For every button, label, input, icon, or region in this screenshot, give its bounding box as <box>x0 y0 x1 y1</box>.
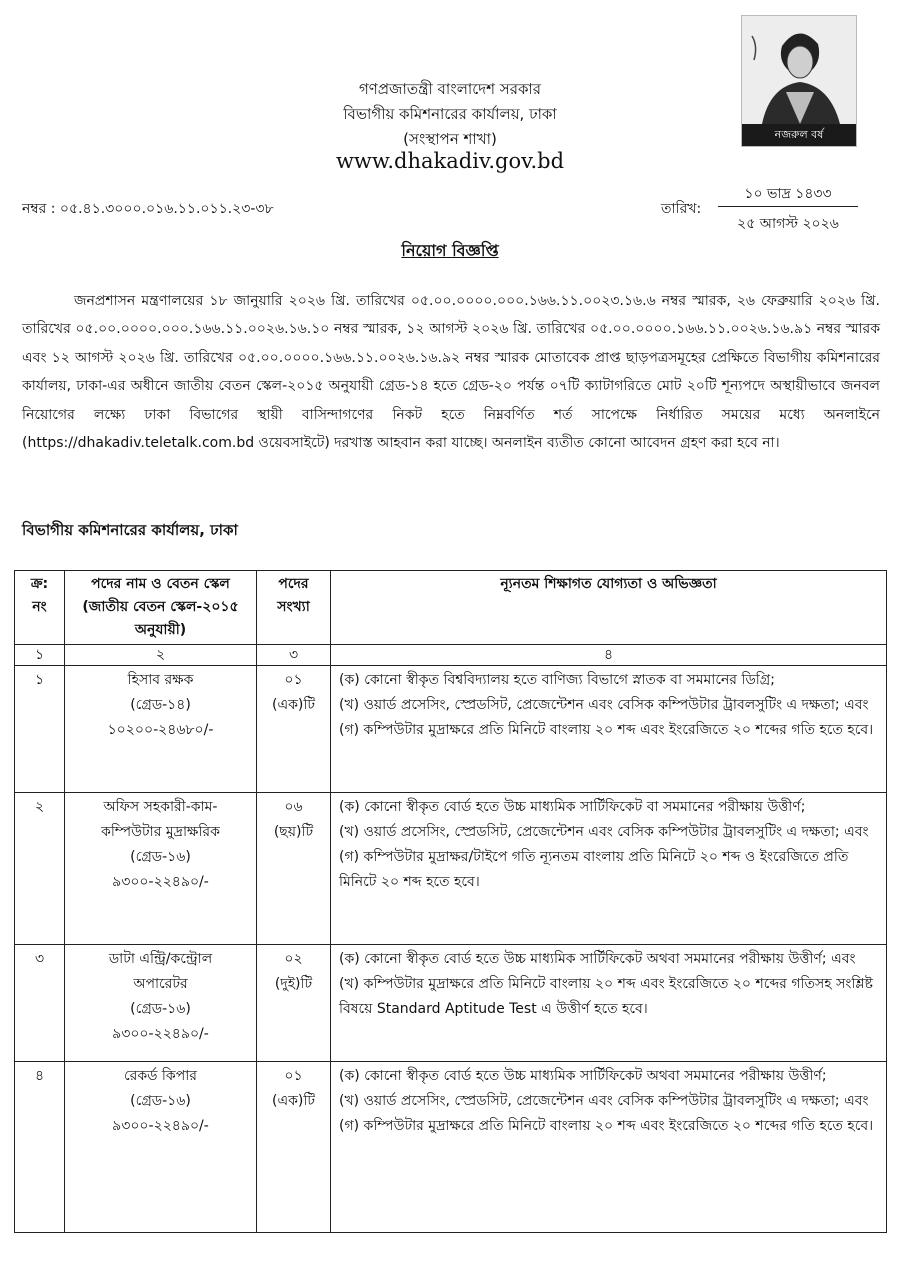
row-count <box>257 666 331 793</box>
table-row <box>15 945 887 1062</box>
header-count <box>257 571 331 645</box>
post-name: হিসাব রক্ষক <box>127 672 194 688</box>
count-number: ০১ <box>284 672 303 688</box>
count-words: (দুই)টি <box>274 976 313 992</box>
notice-title: নিয়োগ বিজ্ঞপ্তি <box>401 241 499 260</box>
header-count-line: পদের <box>278 576 309 592</box>
header-office: বিভাগীয় কমিশনারের কার্যালয়, ঢাকা <box>343 105 557 123</box>
date-bengali: ১০ ভাদ্র ১৪৩৩ <box>744 186 832 202</box>
count-number: ০২ <box>284 951 303 967</box>
notice-paragraph <box>22 287 880 457</box>
portrait-icon <box>742 16 856 124</box>
count-words: (এক)টি <box>271 1093 315 1109</box>
row-qualification <box>331 666 887 793</box>
post-scale: ৯৩০০-২২৪৯০/- <box>112 874 209 890</box>
header-qualification: ন্যূনতম শিক্ষাগত যোগ্যতা ও অভিজ্ঞতা <box>331 571 887 645</box>
row-count <box>257 1062 331 1233</box>
post-name: অপারেটর <box>133 976 188 992</box>
qualification-item: (খ) কম্পিউটার মুদ্রাক্ষরে প্রতি মিনিটে বাংলায় ২০ শব্দ এবং ইংরেজিতে ২০ শব্দের গতিসহ সংশ্লিষ্ট বিষয়ে Standard Aptitude Test এ উত্তীর্ণ হতে হবে। <box>339 976 873 1017</box>
qualification-item: (খ) ওয়ার্ড প্রসেসিং, স্প্রেডসিট, প্রেজেন্টেশন এবং বেসিক কম্পিউটার ট্রাবলসুটিং এ দক্ষতা; এবং <box>339 697 869 713</box>
qualification-item: (ক) কোনো স্বীকৃত বিশ্ববিদ্যালয় হতে বাণিজ্য বিভাগে স্নাতক বা সমমানের ডিগ্রি; <box>339 672 775 688</box>
count-number: ০৬ <box>284 799 303 815</box>
header-government: গণপ্রজাতন্ত্রী বাংলাদেশ সরকার <box>358 80 542 98</box>
row-serial: ৩ <box>15 945 65 1062</box>
column-number-row <box>15 645 887 666</box>
count-number: ০১ <box>284 1068 303 1084</box>
row-count <box>257 945 331 1062</box>
post-scale: ৯৩০০-২২৪৯০/- <box>112 1026 209 1042</box>
count-words: (ছয়)টি <box>273 824 314 840</box>
post-grade: (গ্রেড-১৬) <box>130 1001 191 1017</box>
vacancy-table <box>14 570 887 1233</box>
post-grade: (গ্রেড-১৬) <box>130 1093 191 1109</box>
post-name: অফিস সহকারী-কাম- <box>103 799 218 815</box>
qualification-item: (ক) কোনো স্বীকৃত বোর্ড হতে উচ্চ মাধ্যমিক সার্টিফিকেট বা সমমানের পরীক্ষায় উত্তীর্ণ; <box>339 799 806 815</box>
qualification-item: (ক) কোনো স্বীকৃত বোর্ড হতে উচ্চ মাধ্যমিক সার্টিফিকেট অথবা সমমানের পরীক্ষায় উত্তীর্ণ; এবং <box>339 951 856 967</box>
header-count-line: সংখ্যা <box>277 599 310 615</box>
date-divider <box>718 206 858 207</box>
qualification-item: (খ) ওয়ার্ড প্রসেসিং, স্প্রেডসিট, প্রেজেন্টেশন এবং বেসিক কম্পিউটার ট্রাবলসুটিং এ দক্ষতা; এবং <box>339 824 869 840</box>
post-name: কম্পিউটার মুদ্রাক্ষরিক <box>101 824 220 840</box>
column-number: ৪ <box>331 645 887 666</box>
row-qualification <box>331 945 887 1062</box>
header-serial <box>15 571 65 645</box>
nazrul-emblem <box>741 15 857 147</box>
section-title: বিভাগীয় কমিশনারের কার্যালয়, ঢাকা <box>22 521 238 539</box>
date-label: তারিখ: <box>661 201 702 217</box>
column-number: ১ <box>15 645 65 666</box>
header-post-line: অনুযায়ী) <box>134 622 187 638</box>
header-post-line: পদের নাম ও বেতন স্কেল <box>91 576 230 592</box>
column-number: ২ <box>65 645 257 666</box>
row-serial: ৪ <box>15 1062 65 1233</box>
header-post <box>65 571 257 645</box>
table-row <box>15 666 887 793</box>
row-post <box>65 1062 257 1233</box>
post-grade: (গ্রেড-১৪) <box>130 697 191 713</box>
row-post <box>65 666 257 793</box>
date-gregorian: ২৫ আগস্ট ২০২৬ <box>737 216 839 232</box>
post-grade: (গ্রেড-১৬) <box>130 849 191 865</box>
row-serial: ২ <box>15 793 65 945</box>
qualification-item: (গ) কম্পিউটার মুদ্রাক্ষরে প্রতি মিনিটে বাংলায় ২০ শব্দ এবং ইংরেজিতে ২০ শব্দের গতি হতে হবে। <box>339 722 874 738</box>
row-serial: ১ <box>15 666 65 793</box>
qualification-item: (ক) কোনো স্বীকৃত বোর্ড হতে উচ্চ মাধ্যমিক সার্টিফিকেট অথবা সমমানের পরীক্ষায় উত্তীর্ণ; <box>339 1068 827 1084</box>
header-branch: (সংস্থাপন শাখা) <box>403 130 497 148</box>
header-post-line: (জাতীয় বেতন স্কেল-২০১৫ <box>82 599 239 615</box>
count-words: (এক)টি <box>271 697 315 713</box>
paragraph-text: জনপ্রশাসন মন্ত্রণালয়ের ১৮ জানুয়ারি ২০২৬ খ্রি. তারিখের ০৫.০০.০০০০.০০০.১৬৬.১১.০০২৩.১৬.৬ নম্বর স্মারক, ২৬ ফেব্রুয়ারি ২০২৬ খ্রি. তারিখের ০৫.০০.০০০০.০০০.১৬৬.১১.০০২৬.১৬.১০ নম্বর স্মারক, ১২ আগস্ট ২০২৬ খ্রি. তারিখের ০৫.০০.০০০০.১৬৬.১১.০০২৬.১৬.৯১ নম্বর স্মারক এবং ১২ আগস্ট ২০২৬ খ্রি. তারিখের ০৫.০০.০০০০.১৬৬.১১.০০২৬.১৬.৯২ নম্বর স্মারক মোতাবেক প্রাপ্ত ছাড়পত্রসমূহের প্রেক্ষিতে বিভাগীয় কমিশনারের কার্যালয়, ঢাকা-এর অধীনে জাতীয় বেতন স্কেল-২০১৫ অনুযায়ী গ্রেড-১৪ হতে গ্রেড-২০ পর্যন্ত ০৭টি ক্যাটাগরিতে মোট ২০টি শূন্যপদে অস্থায়ীভাবে জনবল নিয়োগের লক্ষ্যে ঢাকা বিভাগের স্থায়ী বাসিন্দাগণের নিকট হতে নিম্নবর্ণিত শর্ত সাপেক্ষে নির্ধারিত সময়ের মধ্যে অনলাইনে (https://dhakadiv.teletalk.com.bd ওয়েবসাইটে) দরখাস্ত আহবান করা যাচ্ছে। অনলাইন ব্যতীত কোনো আবেদন গ্রহণ করা হবে না। <box>22 293 881 452</box>
post-name: ডাটা এন্ট্রি/কন্ট্রোল <box>108 951 213 967</box>
qualification-item: (খ) ওয়ার্ড প্রসেসিং, স্প্রেডসিট, প্রেজেন্টেশন এবং বেসিক কম্পিউটার ট্রাবলসুটিং এ দক্ষতা; এবং <box>339 1093 869 1109</box>
row-qualification <box>331 1062 887 1233</box>
header-website[interactable]: www.dhakadiv.gov.bd <box>335 149 565 173</box>
row-count <box>257 793 331 945</box>
column-number: ৩ <box>257 645 331 666</box>
post-scale: ১০২০০-২৪৬৮০/- <box>107 722 214 738</box>
qualification-item: (গ) কম্পিউটার মুদ্রাক্ষর/টাইপে গতি ন্যূনতম বাংলায় প্রতি মিনিটে ২০ শব্দ ও ইংরেজিতে প্রতি মিনিটে ২০ শব্দ হতে হবে। <box>339 849 849 890</box>
table-header-row <box>15 571 887 645</box>
row-qualification <box>331 793 887 945</box>
post-scale: ৯৩০০-২২৪৯০/- <box>112 1118 209 1134</box>
row-post <box>65 945 257 1062</box>
table-row <box>15 1062 887 1233</box>
header-serial-line: ক্র: <box>30 576 49 592</box>
row-post <box>65 793 257 945</box>
header-serial-line: নং <box>32 599 47 615</box>
qualification-item: (গ) কম্পিউটার মুদ্রাক্ষরে প্রতি মিনিটে বাংলায় ২০ শব্দ এবং ইংরেজিতে ২০ শব্দের গতি হতে হবে। <box>339 1118 874 1134</box>
post-name: রেকর্ড কিপার <box>124 1068 197 1084</box>
table-row <box>15 793 887 945</box>
memo-number: নম্বর : ০৫.৪১.৩০০০.০১৬.১১.০১১.২৩-৩৮ <box>22 201 274 217</box>
emblem-caption: নজরুল বর্ষ <box>742 124 856 146</box>
